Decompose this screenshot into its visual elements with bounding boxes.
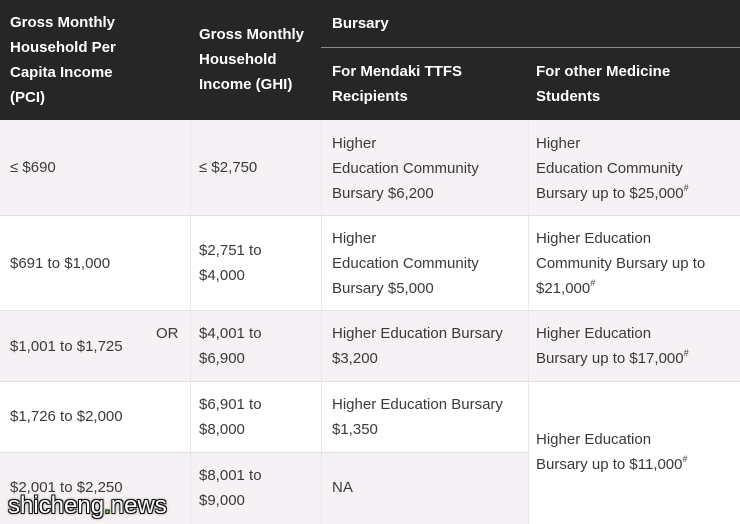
header-mendaki: For Mendaki TTFS Recipients bbox=[332, 63, 463, 105]
pci-cell: $691 to $1,000 bbox=[10, 255, 111, 272]
cell-line: Higher bbox=[536, 135, 581, 152]
cell-line: $8,001 to bbox=[199, 467, 262, 484]
row-divider bbox=[0, 215, 740, 216]
table-header bbox=[0, 0, 740, 120]
watermark-prefix: shicheng bbox=[8, 492, 105, 519]
cell-line: Higher Education bbox=[536, 431, 652, 448]
footnote-mark: # bbox=[683, 183, 689, 193]
medicine-cell-merged bbox=[536, 427, 688, 477]
cell-line: Higher Education bbox=[536, 325, 652, 342]
cell-line bbox=[536, 346, 689, 371]
cell-line: $6,900 bbox=[199, 350, 245, 367]
pci-cell: $2,001 to $2,250 bbox=[10, 479, 123, 496]
mendaki-cell bbox=[332, 226, 479, 301]
ghi-cell bbox=[199, 392, 262, 442]
ghi-cell: ≤ $2,750 bbox=[199, 159, 258, 176]
cell-line: Education Community bbox=[536, 160, 683, 177]
ghi-cell bbox=[199, 321, 262, 371]
cell-line: $6,901 to bbox=[199, 396, 262, 413]
cell-line: Higher bbox=[332, 230, 377, 247]
cell-line: Higher Education Bursary bbox=[332, 396, 503, 413]
cell-line-text: Bursary up to $17,000 bbox=[536, 350, 684, 367]
cell-line-text: Bursary up to $11,000 bbox=[536, 456, 683, 473]
cell-line: $1,350 bbox=[332, 421, 378, 438]
cell-line: Education Community bbox=[332, 255, 479, 272]
mendaki-cell: NA bbox=[332, 479, 353, 496]
header-divider bbox=[321, 47, 740, 48]
or-label: OR bbox=[156, 325, 179, 342]
watermark-dot: . bbox=[104, 492, 111, 519]
column-divider bbox=[190, 120, 191, 524]
mendaki-cell bbox=[332, 392, 503, 442]
column-divider bbox=[321, 120, 322, 524]
row-divider bbox=[0, 452, 528, 453]
medicine-cell bbox=[536, 131, 689, 206]
footnote-mark: # bbox=[683, 348, 689, 358]
column-divider bbox=[528, 120, 529, 524]
header-medicine: For other Medicine Students bbox=[536, 63, 671, 105]
row-divider bbox=[0, 310, 740, 311]
cell-line: $2,751 to bbox=[199, 242, 262, 259]
pci-cell: $1,001 to $1,725 bbox=[10, 338, 123, 355]
cell-line: Bursary $6,200 bbox=[332, 185, 434, 202]
watermark-logo bbox=[8, 492, 167, 520]
footnote-mark: # bbox=[682, 454, 688, 464]
pci-cell: ≤ $690 bbox=[10, 159, 56, 176]
cell-line-text: Bursary up to $25,000 bbox=[536, 185, 684, 202]
cell-line bbox=[536, 452, 688, 477]
cell-text: Higher Education Bursary $3,200 bbox=[332, 325, 503, 367]
row-divider bbox=[0, 381, 740, 382]
cell-line: $4,000 bbox=[199, 267, 245, 284]
cell-line: Higher bbox=[332, 135, 377, 152]
header-bursary: Bursary bbox=[332, 15, 389, 32]
watermark-suffix: news bbox=[110, 492, 167, 519]
footnote-mark: # bbox=[590, 278, 596, 288]
pci-cell: $1,726 to $2,000 bbox=[10, 408, 123, 425]
mendaki-cell bbox=[332, 131, 479, 206]
cell-line: $8,000 bbox=[199, 421, 245, 438]
ghi-cell bbox=[199, 463, 262, 513]
cell-line bbox=[536, 276, 705, 301]
cell-line bbox=[536, 181, 689, 206]
cell-line: Community Bursary up to bbox=[536, 255, 706, 272]
medicine-cell bbox=[536, 321, 689, 371]
header-pci: Gross Monthly Household Per Capita Income (PCI) bbox=[10, 14, 116, 106]
cell-line: $9,000 bbox=[199, 492, 245, 509]
cell-line: $4,001 to bbox=[199, 325, 262, 342]
mendaki-cell bbox=[332, 321, 522, 371]
ghi-cell bbox=[199, 238, 262, 288]
cell-line: Higher Education bbox=[536, 230, 652, 247]
header-ghi: Gross Monthly Household Income (GHI) bbox=[199, 26, 305, 93]
medicine-cell bbox=[536, 226, 705, 301]
cell-line: Bursary $5,000 bbox=[332, 280, 434, 297]
cell-line-text: $21,000 bbox=[536, 280, 591, 297]
cell-line: Education Community bbox=[332, 160, 479, 177]
